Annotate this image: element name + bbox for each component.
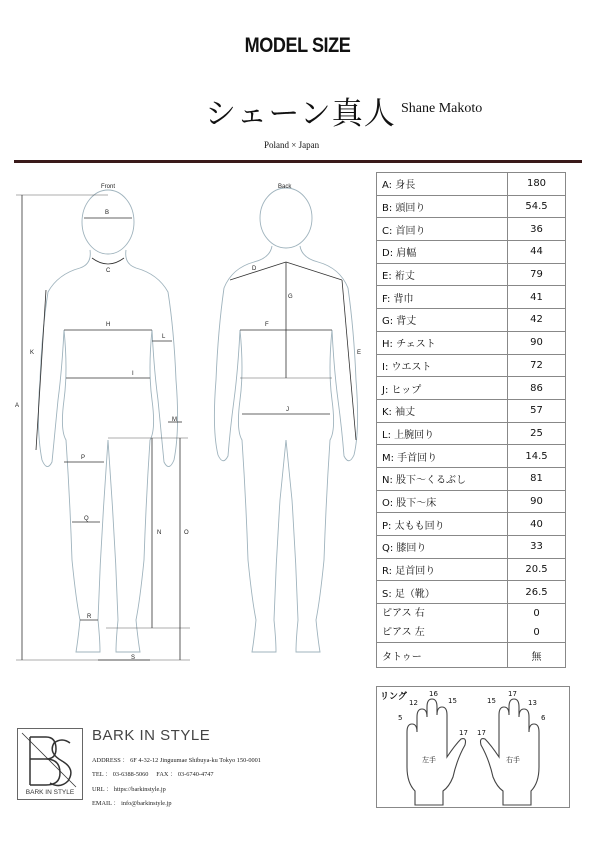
company-email[interactable]: EMAIL ： info@barkinstyle.jp	[92, 800, 172, 807]
measurement-label: N: 股下〜くるぶし	[377, 467, 508, 490]
company-address: ADDRESS ： 6F 4-32-12 Jinguumae Shibuya-ku Tokyo 150-0001	[92, 757, 261, 764]
measurement-label: K: 袖丈	[377, 399, 508, 422]
piercing-left-value: 0	[533, 627, 540, 639]
marker-p: P	[81, 455, 86, 461]
measurement-label: S: 足（靴）	[377, 581, 508, 604]
piercing-right-label: ピアス 右	[382, 608, 425, 620]
left-pinky-size: 5	[398, 714, 403, 722]
measurement-value: 42	[508, 309, 566, 332]
measurement-value: 44	[508, 241, 566, 264]
measurement-label: F: 背巾	[377, 286, 508, 309]
measurement-label: P: 太もも回り	[377, 513, 508, 536]
measurement-value: 14.5	[508, 445, 566, 468]
measurement-value: 33	[508, 536, 566, 559]
piercing-right-value: 0	[533, 608, 540, 620]
hands-diagram	[377, 687, 569, 807]
marker-i: I	[132, 371, 134, 377]
brand-name: BARK IN STYLE	[92, 727, 211, 744]
marker-c: C	[106, 268, 111, 274]
marker-j: J	[286, 407, 289, 413]
left-hand-label: 左手	[422, 756, 436, 764]
measurement-value: 81	[508, 467, 566, 490]
model-name-japanese: シェーン真人	[205, 96, 396, 132]
measurement-row	[377, 218, 566, 241]
model-name-english: Shane Makoto	[401, 101, 483, 116]
measurement-label: C: 首回り	[377, 218, 508, 241]
measurement-row	[377, 422, 566, 445]
measurement-row	[377, 490, 566, 513]
measurement-value: 36	[508, 218, 566, 241]
measurement-value: 72	[508, 354, 566, 377]
measurement-value: 40	[508, 513, 566, 536]
measurement-label: J: ヒップ	[377, 377, 508, 400]
measurement-label: M: 手首回り	[377, 445, 508, 468]
tattoo-label: タトゥー	[377, 643, 508, 668]
measurement-value: 26.5	[508, 581, 566, 604]
company-logo	[17, 728, 83, 800]
ring-size-panel	[376, 686, 570, 808]
body-measurement-diagram	[0, 170, 372, 670]
measurement-value: 90	[508, 331, 566, 354]
measurement-value: 79	[508, 263, 566, 286]
measurement-row	[377, 513, 566, 536]
front-view-label: Front	[101, 184, 116, 190]
measurement-label: R: 足首回り	[377, 558, 508, 581]
tattoo-value: 無	[508, 643, 566, 668]
measurement-row	[377, 445, 566, 468]
measurement-value: 25	[508, 422, 566, 445]
right-hand-label: 右手	[506, 756, 520, 764]
piercing-left-label: ピアス 左	[382, 627, 425, 639]
piercing-row	[377, 604, 566, 643]
logo-text: BARK IN STYLE	[25, 789, 75, 796]
ring-title: リング	[380, 692, 407, 702]
marker-s: S	[131, 655, 136, 661]
page-title: MODEL SIZE	[244, 34, 351, 57]
measurement-label: A: 身長	[377, 173, 508, 196]
measurement-row	[377, 173, 566, 196]
left-index-size: 15	[448, 697, 457, 705]
measurement-value: 86	[508, 377, 566, 400]
measurement-label: L: 上腕回り	[377, 422, 508, 445]
marker-o: O	[184, 530, 189, 536]
measurement-label: Q: 膝回り	[377, 536, 508, 559]
marker-m: M	[172, 417, 177, 423]
measurement-row	[377, 399, 566, 422]
right-hand-outline	[481, 699, 540, 805]
measurement-row	[377, 331, 566, 354]
marker-l: L	[162, 334, 166, 340]
back-view-label: Back	[278, 184, 292, 190]
measurement-row	[377, 195, 566, 218]
measurement-label: I: ウエスト	[377, 354, 508, 377]
right-ring-size: 13	[528, 699, 537, 707]
measurement-value: 90	[508, 490, 566, 513]
marker-q: Q	[84, 516, 89, 522]
marker-r: R	[87, 614, 92, 620]
measurement-value: 54.5	[508, 195, 566, 218]
measurement-row	[377, 286, 566, 309]
marker-a: A	[15, 403, 20, 409]
measurement-label: D: 肩幅	[377, 241, 508, 264]
marker-f: F	[265, 322, 269, 328]
measurement-row	[377, 354, 566, 377]
tattoo-row	[377, 643, 566, 668]
back-body-outline	[214, 188, 357, 652]
front-body-outline	[38, 190, 177, 652]
marker-b: B	[105, 210, 110, 216]
measurement-row	[377, 558, 566, 581]
measurement-lines	[16, 195, 356, 660]
measurement-row	[377, 263, 566, 286]
right-thumb-size: 17	[477, 729, 486, 737]
measurement-row	[377, 377, 566, 400]
right-index-size: 15	[487, 697, 496, 705]
measurement-row	[377, 309, 566, 332]
measurement-label: O: 股下〜床	[377, 490, 508, 513]
marker-d: D	[252, 266, 257, 272]
measurement-row	[377, 536, 566, 559]
measurement-label: E: 裄丈	[377, 263, 508, 286]
measurement-value: 41	[508, 286, 566, 309]
marker-g: G	[288, 294, 293, 300]
measurement-value: 57	[508, 399, 566, 422]
measurement-label: H: チェスト	[377, 331, 508, 354]
measurement-value: 180	[508, 173, 566, 196]
left-thumb-size: 17	[459, 729, 468, 737]
measurement-label: B: 頭回り	[377, 195, 508, 218]
measurement-label: G: 背丈	[377, 309, 508, 332]
measurement-row	[377, 581, 566, 604]
right-pinky-size: 6	[541, 714, 546, 722]
left-hand-outline	[407, 699, 466, 805]
measurement-row	[377, 241, 566, 264]
measurement-table	[376, 172, 566, 668]
marker-n: N	[157, 530, 162, 536]
right-middle-size: 17	[508, 690, 517, 698]
marker-k: K	[30, 350, 35, 356]
company-url[interactable]: URL ： https://barkinstyle.jp	[92, 786, 166, 793]
left-ring-size: 12	[409, 699, 418, 707]
marker-h: H	[106, 322, 111, 328]
left-middle-size: 16	[429, 690, 438, 698]
header-divider	[14, 160, 582, 163]
model-origin: Poland × Japan	[264, 140, 320, 150]
company-phone-fax: TEL ： 03-6388-5060 FAX ： 03-6740-4747	[92, 771, 214, 778]
measurement-row	[377, 467, 566, 490]
marker-e: E	[357, 350, 362, 356]
measurement-value: 20.5	[508, 558, 566, 581]
